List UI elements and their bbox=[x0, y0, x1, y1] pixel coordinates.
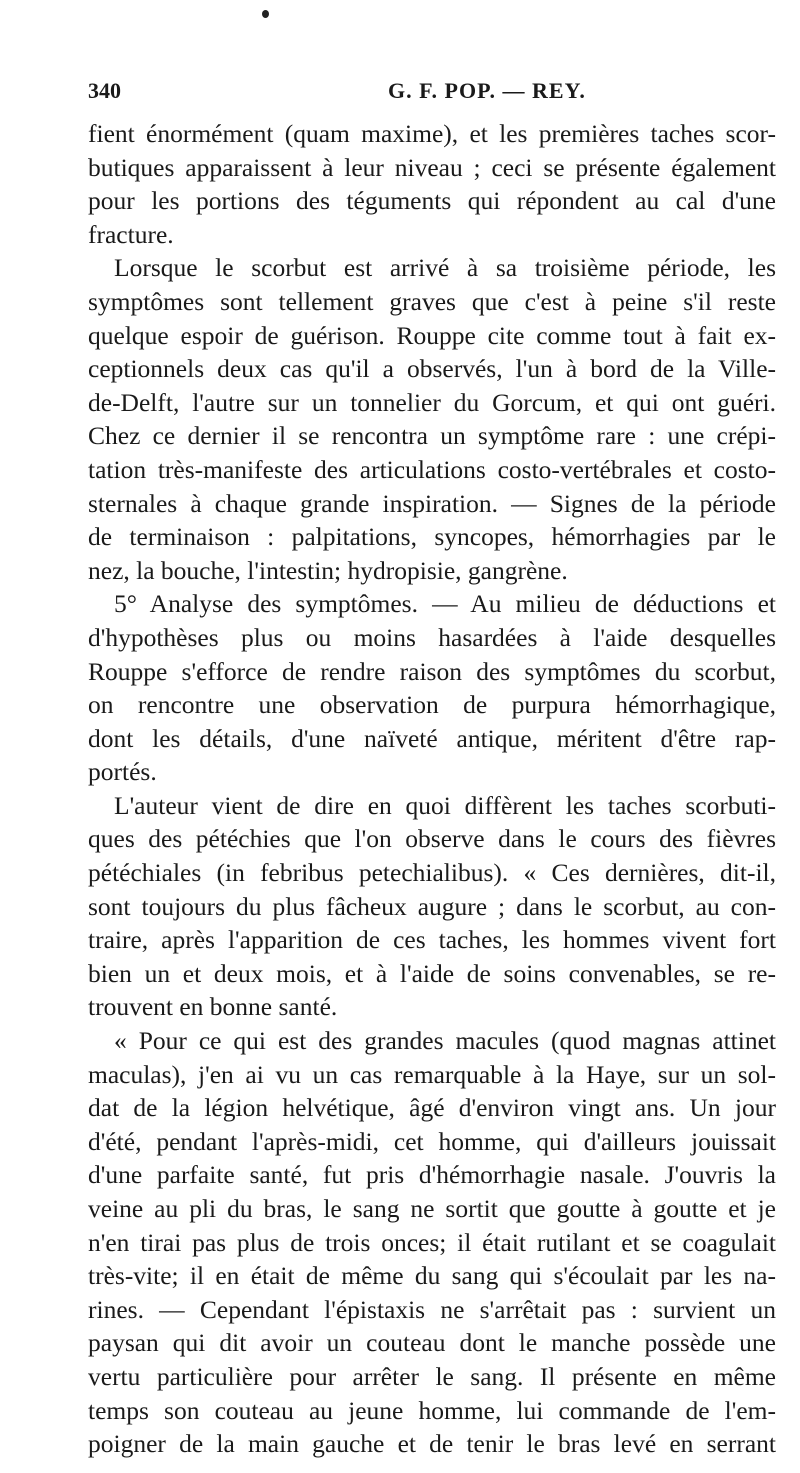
text-line: d'hypothèses plus ou moins hasardées à l'aide desquelles bbox=[88, 622, 776, 652]
page-number: 340 bbox=[88, 78, 121, 103]
text-line: trouvent en bonne santé. bbox=[88, 992, 338, 1022]
body-text bbox=[88, 117, 776, 1461]
text-line: de terminaison : palpitations, syncopes, hémorrhagies par le bbox=[88, 522, 776, 552]
text-line: fient énormément (quam maxime), et les premières taches scor- bbox=[88, 119, 776, 148]
text-line: ceptionnels deux cas qu'il a observés, l'un à bord de la Ville- bbox=[88, 354, 776, 384]
text-line: nez, la bouche, l'intestin; hydropisie, gangrène. bbox=[88, 555, 568, 585]
ink-dot bbox=[262, 10, 269, 18]
text-line: tation très-manifeste des articulations costo-vertébrales et costo- bbox=[88, 454, 776, 484]
text-line: dat de la légion helvétique, âgé d'environ vingt ans. Un jour bbox=[88, 1093, 776, 1123]
text-line: bien un et deux mois, et à l'aide de soins convenables, se re- bbox=[88, 958, 776, 988]
text-line: très-vite; il en était de même du sang qui s'écoulait par les na- bbox=[88, 1261, 776, 1291]
text-line: 5° Analyse des symptômes. — Au milieu de déductions et bbox=[114, 589, 776, 619]
text-line: butiques apparaissent à leur niveau ; ceci se présente également bbox=[88, 152, 776, 182]
text-line: « Pour ce qui est des grandes macules (quod magnas attinet bbox=[114, 1026, 776, 1056]
text-line: dont les détails, d'une naïveté antique, méritent d'être rap- bbox=[88, 723, 776, 753]
text-line: de-Delft, l'autre sur un tonnelier du Gorcum, et qui ont guéri. bbox=[88, 387, 776, 417]
text-line: quelque espoir de guérison. Rouppe cite comme tout à fait ex- bbox=[88, 320, 776, 350]
text-line: d'été, pendant l'après-midi, cet homme, qui d'ailleurs jouissait bbox=[88, 1126, 776, 1156]
text-line: L'auteur vient de dire en quoi diffèrent les taches scorbuti- bbox=[114, 790, 776, 820]
text-line: paysan qui dit avoir un couteau dont le manche possède une bbox=[88, 1328, 776, 1358]
text-line: maculas), j'en ai vu un cas remarquable à la Haye, sur un sol- bbox=[88, 1059, 776, 1089]
text-line: portés. bbox=[88, 757, 157, 787]
text-line: traire, après l'apparition de ces taches, les hommes vivent fort bbox=[88, 925, 776, 955]
running-head: G. F. POP. — REY. bbox=[388, 78, 586, 103]
text-line: poigner de la main gauche et de tenir le bras levé en serrant bbox=[88, 1429, 776, 1459]
text-line: vertu particulière pour arrêter le sang. Il présente en même bbox=[88, 1361, 776, 1391]
text-line: Lorsque le scorbut est arrivé à sa troisième période, les bbox=[114, 253, 776, 283]
text-line: sternales à chaque grande inspiration. — Signes de la période bbox=[88, 488, 776, 518]
text-line: Chez ce dernier il se rencontra un symptôme rare : une crépi- bbox=[88, 421, 776, 451]
text-line: d'une parfaite santé, fut pris d'hémorrhagie nasale. J'ouvris la bbox=[88, 1160, 776, 1190]
text-line: pétéchiales (in febribus petechialibus). « Ces dernières, dit-il, bbox=[88, 858, 776, 888]
page-header bbox=[88, 78, 778, 108]
text-line: n'en tirai pas plus de trois onces; il était rutilant et se coagulait bbox=[88, 1227, 776, 1257]
text-line: sont toujours du plus fâcheux augure ; dans le scorbut, au con- bbox=[88, 891, 776, 921]
text-line: fracture. bbox=[88, 219, 174, 249]
text-line: rines. — Cependant l'épistaxis ne s'arrêtait pas : survient un bbox=[88, 1294, 776, 1324]
text-line: ques des pétéchies que l'on observe dans le cours des fièvres bbox=[88, 824, 776, 854]
text-line: veine au pli du bras, le sang ne sortit que goutte à goutte et je bbox=[88, 1194, 776, 1223]
text-line: pour les portions des téguments qui répondent au cal d'une bbox=[88, 186, 776, 216]
text-line: on rencontre une observation de purpura hémorrhagique, bbox=[88, 690, 776, 720]
text-line: Rouppe s'efforce de rendre raison des symptômes du scorbut, bbox=[88, 656, 776, 686]
text-line: temps son couteau au jeune homme, lui commande de l'em- bbox=[88, 1395, 776, 1425]
text-line: symptômes sont tellement graves que c'est à peine s'il reste bbox=[88, 286, 776, 316]
